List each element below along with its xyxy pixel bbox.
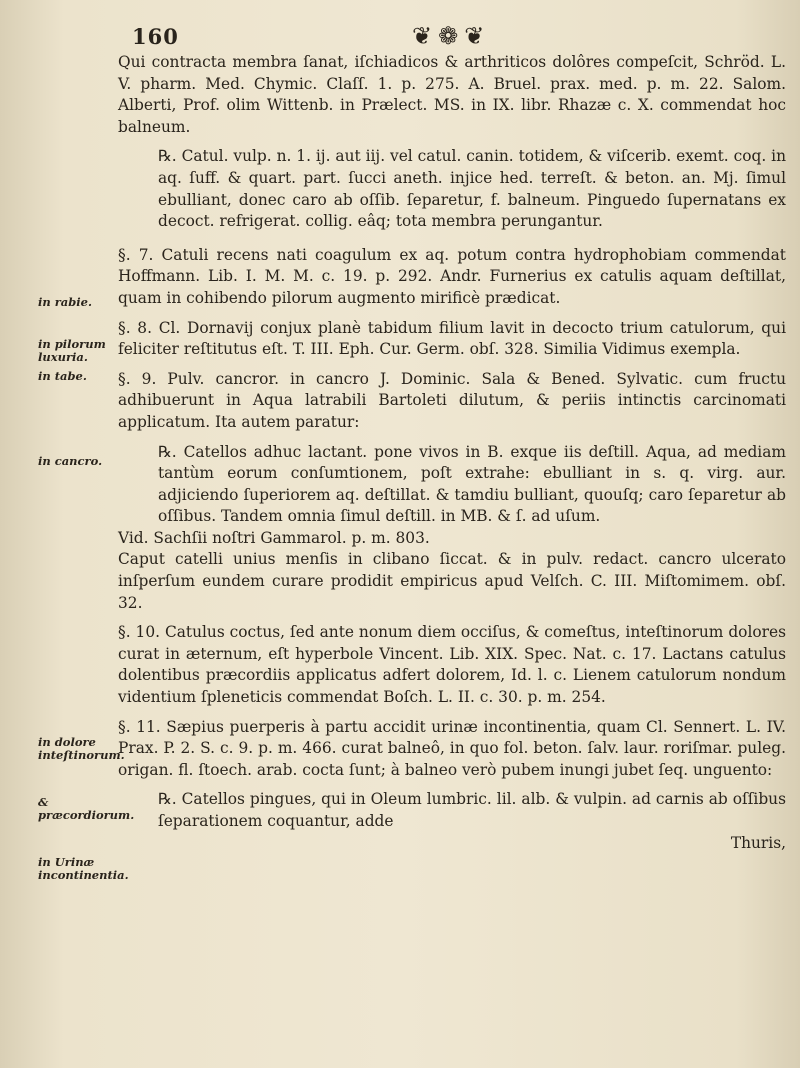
page-number: 160 bbox=[132, 24, 179, 49]
catchword: Thuris, bbox=[730, 833, 786, 852]
header-ornament-icon: ❦❁❦ bbox=[412, 22, 491, 50]
paragraph-balneum: Qui contracta membra ſanat, iſchiadicos & arthriticos dolôres compeſcit, Schröd. L. V. pharm. Med. Chymic. Claſſ. 1. p. 275. A. Bruel. prax. med. p. m. 22. Salom. Alberti, Prof. olim Wittenb. in Prælect. MS. in IX. libr. Rhazæ c. X. commendat hoc balneum. bbox=[118, 53, 786, 136]
section-10: §. 10. Catulus coctus, ſed ante nonum diem occiſus, & comeſtus, inteſtinorum dolores curat in æternum, eſt hyperbole Vincent. Lib. XIX. Spec. Nat. c. 17. Lactans catulus dolentibus præcordiis applicatus adfert dolorem, Id. l. c. Lienem catulorum nondum videntium ſpleneticis commendat Boſch. L. II. c. 30. p. m. 254. bbox=[118, 623, 786, 707]
margin-note-pilorum: in pilorum luxuria. bbox=[38, 337, 106, 364]
page-header bbox=[132, 24, 770, 50]
margin-note-urinae: in Urinæ incontinentia. bbox=[38, 855, 129, 882]
recipe-catelli-pingues: ℞. Catellos pingues, qui in Oleum lumbric. lil. alb. & vulpin. ad carnis ab oſſibus ſeparationem coquantur, adde bbox=[158, 790, 786, 830]
section-9: §. 9. Pulv. cancror. in cancro J. Dominic. Sala & Bened. Sylvatic. cum fructu adhibuerunt in Aqua latrabili Bartoleti dilutum, & periis intinctis carcinomati applicatum. Ita autem paratur: bbox=[118, 369, 786, 431]
section-7: §. 7. Catuli recens nati coagulum ex aq. potum contra hydrophobiam commendat Hoffmann. Lib. I. M. M. c. 19. p. 292. Andr. Furnerius ex catulis aquam deſtillat, quam in cohibendo pilorum augmento mirificè prædicat. bbox=[118, 245, 786, 307]
margin-note-rabies: in rabie. bbox=[38, 295, 92, 309]
paragraph-caput-catelli: Caput catelli unius menſis in clibano ſiccat. & in pulv. redact. cancro ulcerato inſperſum eundem curare prodidit empiricus apud Velſch. C. III. Miſtomimem. obſ. 32. bbox=[118, 550, 786, 612]
section-8: §. 8. Cl. Dornavij conjux planè tabidum filium lavit in decocto trium catulorum, qui feliciter reſtitutus eſt. T. III. Eph. Cur. Germ. obſ. 328. Similia Vidimus exempla. bbox=[118, 318, 786, 359]
main-text bbox=[118, 52, 786, 854]
margin-note-tabe: in tabe. bbox=[38, 369, 87, 383]
margin-note-dolore-intestinorum: in dolore inteſtinorum. bbox=[38, 735, 125, 762]
recipe-catelli: ℞. Catellos adhuc lactant. pone vivos in B. exque iis deſtill. Aqua, ad mediam tantùm eorum conſumtionem, poſt extrahe: ebulliant in s. q. virg. aur. adjiciendo ſuperiorem aq. deſtillat. & tamdiu bulliant, quouſq; caro ſeparetur ab oſſibus. Tandem omnia ſimul deſtill. in MB. & ſ. ad uſum. bbox=[158, 442, 786, 526]
margin-note-cancro: in cancro. bbox=[38, 454, 103, 468]
margin-note-praecordiorum: & præcordiorum. bbox=[38, 795, 135, 822]
reference-sachsii: Vid. Sachſii noſtri Gammarol. p. m. 803. bbox=[118, 528, 430, 547]
recipe-catuli-vulpini: ℞. Catul. vulp. n. 1. ij. aut iij. vel catul. canin. totidem, & viſcerib. exemt. coq. in aq. ſuff. & quart. part. ſucci aneth. injice hed. terreſt. & beton. an. Mj. ſimul ebulliant, donec caro ab oſſib. ſeparetur, f. balneum. Pinguedo ſupernatans ex decoct. refrigerat. collig. eâq; tota membra perungantur. bbox=[158, 147, 786, 231]
section-11: §. 11. Sæpius puerperis à partu accidit urinæ incontinentia, quam Cl. Sennert. L. IV. Prax. P. 2. S. c. 9. p. m. 466. curat balneô, in quo fol. beton. ſalv. laur. roriſmar. puleg. origan. fl. ſtoech. arab. cocta ſunt; à balneo verò pubem inungi jubet ſeq. unguento: bbox=[118, 717, 786, 779]
